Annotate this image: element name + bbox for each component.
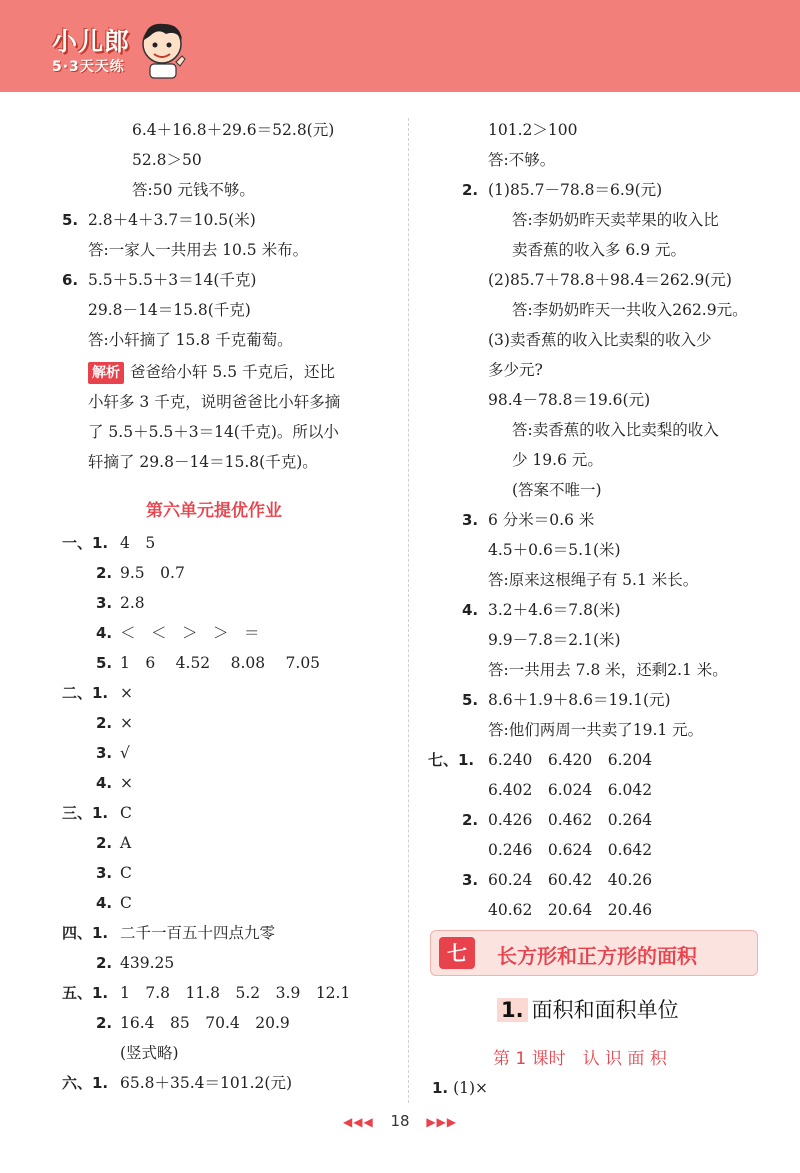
answer-line	[88, 330, 293, 350]
answer-line	[120, 713, 133, 733]
answer-line	[488, 570, 698, 590]
answer-text: 答:原来这根绳子有 5.1 米长。	[488, 571, 699, 589]
answer-text: 8.6＋1.9＋8.6＝19.1(元)	[488, 691, 671, 709]
item-number: 二、1.	[62, 684, 109, 702]
answer-text: 0.426 0.462 0.264	[488, 811, 653, 829]
answer-line	[120, 983, 350, 1003]
answer-text: C	[120, 864, 132, 882]
answer-text: 9.5 0.7	[120, 564, 185, 582]
answer-text: 2.8	[120, 594, 145, 612]
answer-text: 40.62 20.64 20.46	[488, 901, 653, 919]
item-number: 4.	[96, 774, 113, 792]
answer-line	[132, 150, 202, 170]
answer-line	[432, 1078, 488, 1098]
answer-text: ×	[120, 684, 133, 702]
answer-line	[120, 653, 320, 673]
answer-line	[488, 810, 652, 830]
answer-text: ＜ ＜ ＞ ＞ ＝	[120, 624, 260, 642]
answer-line	[488, 780, 652, 800]
answer-line	[512, 420, 719, 440]
page-footer	[0, 1112, 800, 1130]
answer-line	[488, 630, 621, 650]
answer-text: 答:一家人一共用去 10.5 米布。	[88, 241, 309, 259]
answer-line	[120, 593, 145, 613]
answer-line	[120, 863, 132, 883]
answer-text: 65.8＋35.4＝101.2(元)	[120, 1074, 292, 1092]
answer-line	[120, 953, 174, 973]
answer-text: 6 分米＝0.6 米	[488, 511, 595, 529]
answer-text: 轩摘了 29.8－14＝15.8(千克)。	[88, 453, 318, 471]
subsection-number: 1.	[497, 998, 528, 1022]
item-number: 5.	[96, 654, 113, 672]
brand-subtitle: 5·3天天练	[52, 59, 125, 75]
answer-line	[120, 683, 133, 703]
answer-text: C	[120, 894, 132, 912]
answer-text: 卖香蕉的收入多 6.9 元。	[512, 241, 687, 259]
answer-text: 101.2＞100	[488, 121, 578, 139]
answer-line	[120, 1073, 292, 1093]
answer-text: 了 5.5＋5.5＋3＝14(千克)。所以小	[88, 423, 339, 441]
item-number: 2.	[96, 564, 113, 582]
item-number: 5.	[62, 211, 79, 229]
item-number: 1.	[432, 1079, 449, 1097]
answer-text: √	[120, 744, 130, 762]
answer-line	[88, 422, 339, 442]
lesson-title: 第 1 课时 认 识 面 积	[493, 1049, 667, 1069]
answer-line	[512, 210, 719, 230]
answer-line	[488, 150, 555, 170]
answer-line	[120, 563, 185, 583]
item-number: 2.	[96, 834, 113, 852]
answer-line	[488, 900, 652, 920]
answer-text: 答:李奶奶昨天一共收入262.9元。	[512, 301, 748, 319]
explanation-line	[88, 362, 335, 384]
answer-text: 答:不够。	[488, 151, 556, 169]
item-number: 4.	[96, 624, 113, 642]
item-number: 3.	[96, 744, 113, 762]
answer-line	[488, 330, 711, 350]
answer-text: 5.5＋5.5＋3＝14(千克)	[88, 271, 257, 289]
answer-line	[488, 180, 662, 200]
answer-line	[488, 840, 652, 860]
page-header	[0, 0, 800, 92]
answer-line	[488, 690, 671, 710]
item-number: 3.	[462, 511, 479, 529]
answer-text: 1 6 4.52 8.08 7.05	[120, 654, 321, 672]
answer-line	[88, 452, 318, 472]
answer-line	[120, 1013, 290, 1033]
answer-text: 98.4－78.8＝19.6(元)	[488, 391, 651, 409]
item-number: 2.	[462, 811, 479, 829]
answer-line	[488, 120, 577, 140]
answer-text: 1 7.8 11.8 5.2 3.9 12.1	[120, 984, 351, 1002]
item-number: 5.	[462, 691, 479, 709]
item-number: 六、1.	[62, 1074, 109, 1092]
answer-text: 4 5	[120, 534, 156, 552]
answer-line	[488, 510, 594, 530]
answer-text: 小轩多 3 千克，说明爸爸比小轩多摘	[88, 393, 341, 411]
item-number: 2.	[96, 714, 113, 732]
chapter-number: 七	[439, 937, 475, 969]
answer-line	[488, 360, 543, 380]
item-number: 一、1.	[62, 534, 109, 552]
answer-line	[512, 480, 602, 500]
answer-line	[488, 390, 650, 410]
answer-text: 29.8－14＝15.8(千克)	[88, 301, 251, 319]
brand-name: 小儿郎	[52, 27, 131, 56]
answer-text: 少 19.6 元。	[512, 451, 603, 469]
answer-line	[88, 392, 340, 412]
subsection-text: 面积和面积单位	[531, 998, 679, 1022]
item-number: 四、1.	[62, 924, 109, 942]
answer-text: ×	[120, 714, 133, 732]
answer-text: 60.24 60.42 40.26	[488, 871, 653, 889]
answer-line	[88, 210, 256, 230]
answer-text: 9.9－7.8＝2.1(米)	[488, 631, 621, 649]
answer-line	[120, 833, 131, 853]
answer-line	[88, 300, 251, 320]
item-number: 4.	[96, 894, 113, 912]
next-arrows-icon: ▶▶▶	[426, 1115, 458, 1129]
answer-line	[120, 623, 260, 643]
item-number: 七、1.	[428, 751, 475, 769]
item-number: 2.	[462, 181, 479, 199]
item-number: 五、1.	[62, 984, 109, 1002]
answer-text: (1)85.7－78.8＝6.9(元)	[488, 181, 663, 199]
answer-text: 答:李奶奶昨天卖苹果的收入比	[512, 211, 719, 229]
answer-text: 439.25	[120, 954, 175, 972]
item-number: 2.	[96, 954, 113, 972]
page-number: 18	[390, 1112, 410, 1130]
answer-line	[488, 270, 732, 290]
mascot-icon	[136, 18, 190, 80]
answer-text: 答:小轩摘了 15.8 千克葡萄。	[88, 331, 293, 349]
answer-line	[488, 600, 621, 620]
item-number: 2.	[96, 1014, 113, 1032]
chapter-banner	[430, 930, 758, 976]
answer-line	[132, 120, 334, 140]
answer-line	[120, 893, 132, 913]
answer-line	[488, 540, 621, 560]
answer-line	[120, 803, 132, 823]
answer-text: A	[120, 834, 132, 852]
answer-line	[120, 533, 155, 553]
answer-text: 4.5＋0.6＝5.1(米)	[488, 541, 621, 559]
answer-line	[120, 773, 133, 793]
answer-text: 二千一百五十四点九零	[120, 924, 276, 942]
answer-text: 6.4＋16.8＋29.6＝52.8(元)	[132, 121, 335, 139]
answer-line	[488, 720, 703, 740]
answer-text: 6.402 6.024 6.042	[488, 781, 653, 799]
answer-line	[512, 450, 603, 470]
explanation-tag: 解析	[88, 362, 124, 384]
answer-text: 0.246 0.624 0.642	[488, 841, 653, 859]
answer-line	[132, 180, 255, 200]
answer-text: C	[120, 804, 132, 822]
answer-text: (答案不唯一)	[512, 481, 602, 499]
answer-text: 答:50 元钱不够。	[132, 181, 255, 199]
section-title: 第六单元提优作业	[146, 501, 282, 521]
answer-text: (2)85.7＋78.8＋98.4＝262.9(元)	[488, 271, 732, 289]
answer-text: 52.8＞50	[132, 151, 202, 169]
item-number: 3.	[96, 594, 113, 612]
answer-text: 16.4 85 70.4 20.9	[120, 1014, 290, 1032]
answer-line	[88, 240, 308, 260]
answer-text: (3)卖香蕉的收入比卖梨的收入少	[488, 331, 712, 349]
item-number: 6.	[62, 271, 79, 289]
answer-text: (1)×	[453, 1079, 489, 1097]
answer-line	[488, 870, 652, 890]
item-number: 4.	[462, 601, 479, 619]
answer-line	[120, 923, 275, 943]
answer-text: 爸爸给小轩 5.5 千克后，还比	[130, 363, 336, 381]
answer-text: 6.240 6.420 6.204	[488, 751, 653, 769]
subsection-title	[497, 994, 679, 1024]
brand-logo	[52, 22, 130, 76]
answer-text: 多少元?	[488, 361, 543, 379]
prev-arrows-icon: ◀◀◀	[342, 1115, 374, 1129]
answer-line	[512, 300, 748, 320]
chapter-title: 长方形和正方形的面积	[497, 944, 697, 968]
item-number: 三、1.	[62, 804, 109, 822]
answer-line	[120, 743, 130, 763]
item-number: 3.	[96, 864, 113, 882]
column-divider	[408, 118, 409, 1103]
answer-line	[88, 270, 256, 290]
answer-text: 3.2＋4.6＝7.8(米)	[488, 601, 621, 619]
answer-text: (竖式略)	[120, 1044, 179, 1062]
answer-line	[512, 240, 686, 260]
item-number: 3.	[462, 871, 479, 889]
answer-line	[488, 660, 728, 680]
answer-text: ×	[120, 774, 133, 792]
answer-line	[120, 1043, 179, 1063]
answer-line	[488, 750, 652, 770]
answer-text: 答:一共用去 7.8 米，还剩2.1 米。	[488, 661, 728, 679]
answer-text: 2.8＋4＋3.7＝10.5(米)	[88, 211, 256, 229]
answer-text: 答:卖香蕉的收入比卖梨的收入	[512, 421, 719, 439]
answer-text: 答:他们两周一共卖了19.1 元。	[488, 721, 704, 739]
